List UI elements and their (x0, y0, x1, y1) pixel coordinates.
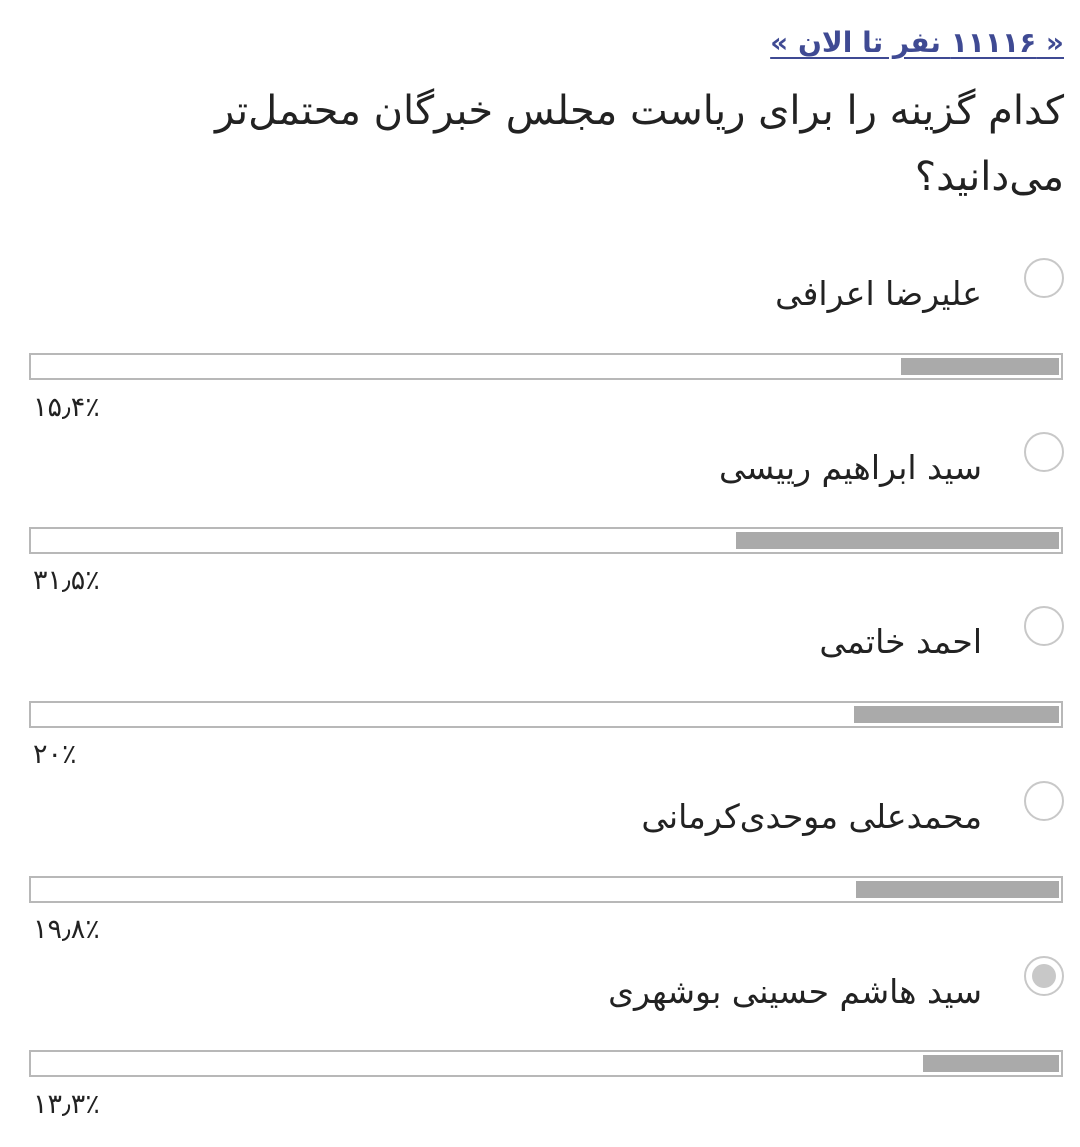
poll-question: کدام گزینه را برای ریاست مجلس خبرگان محتمل‌تر می‌دانید؟ (214, 88, 1064, 200)
result-percent: ۱۳٫۳٪ (33, 1089, 100, 1120)
radio-unchecked-icon[interactable] (1024, 606, 1064, 646)
result-bar (29, 876, 1063, 903)
result-bar (29, 701, 1063, 728)
option-label: احمد خاتمی (819, 622, 982, 661)
result-bar (29, 353, 1063, 380)
option-label: محمدعلی موحدی‌کرمانی (641, 797, 982, 836)
result-bar-fill (923, 1055, 1059, 1072)
result-bar (29, 1050, 1063, 1077)
poll-option[interactable] (14, 781, 1064, 851)
result-percent: ۱۵٫۴٪ (33, 392, 100, 423)
result-bar-fill (736, 532, 1059, 549)
option-label: سید هاشم حسینی بوشهری (608, 972, 982, 1011)
radio-unchecked-icon[interactable] (1024, 781, 1064, 821)
result-bar (29, 527, 1063, 554)
result-percent: ۳۱٫۵٪ (33, 565, 100, 596)
result-bar-fill (901, 358, 1059, 375)
poll-option[interactable] (14, 606, 1064, 676)
poll-option[interactable] (14, 258, 1064, 328)
radio-checked-icon[interactable] (1024, 956, 1064, 996)
poll-option[interactable] (14, 432, 1064, 502)
voters-count-link[interactable]: « ۱۱۱۱۶ نفر تا الان » (770, 26, 1064, 59)
radio-unchecked-icon[interactable] (1024, 258, 1064, 298)
result-bar-fill (856, 881, 1059, 898)
option-label: سید ابراهیم رییسی (719, 448, 982, 487)
result-percent: ۱۹٫۸٪ (33, 914, 100, 945)
option-label: علیرضا اعرافی (775, 274, 982, 313)
result-percent: ۲۰٪ (33, 739, 77, 770)
result-bar-fill (854, 706, 1059, 723)
poll-option[interactable] (14, 956, 1064, 1026)
radio-unchecked-icon[interactable] (1024, 432, 1064, 472)
